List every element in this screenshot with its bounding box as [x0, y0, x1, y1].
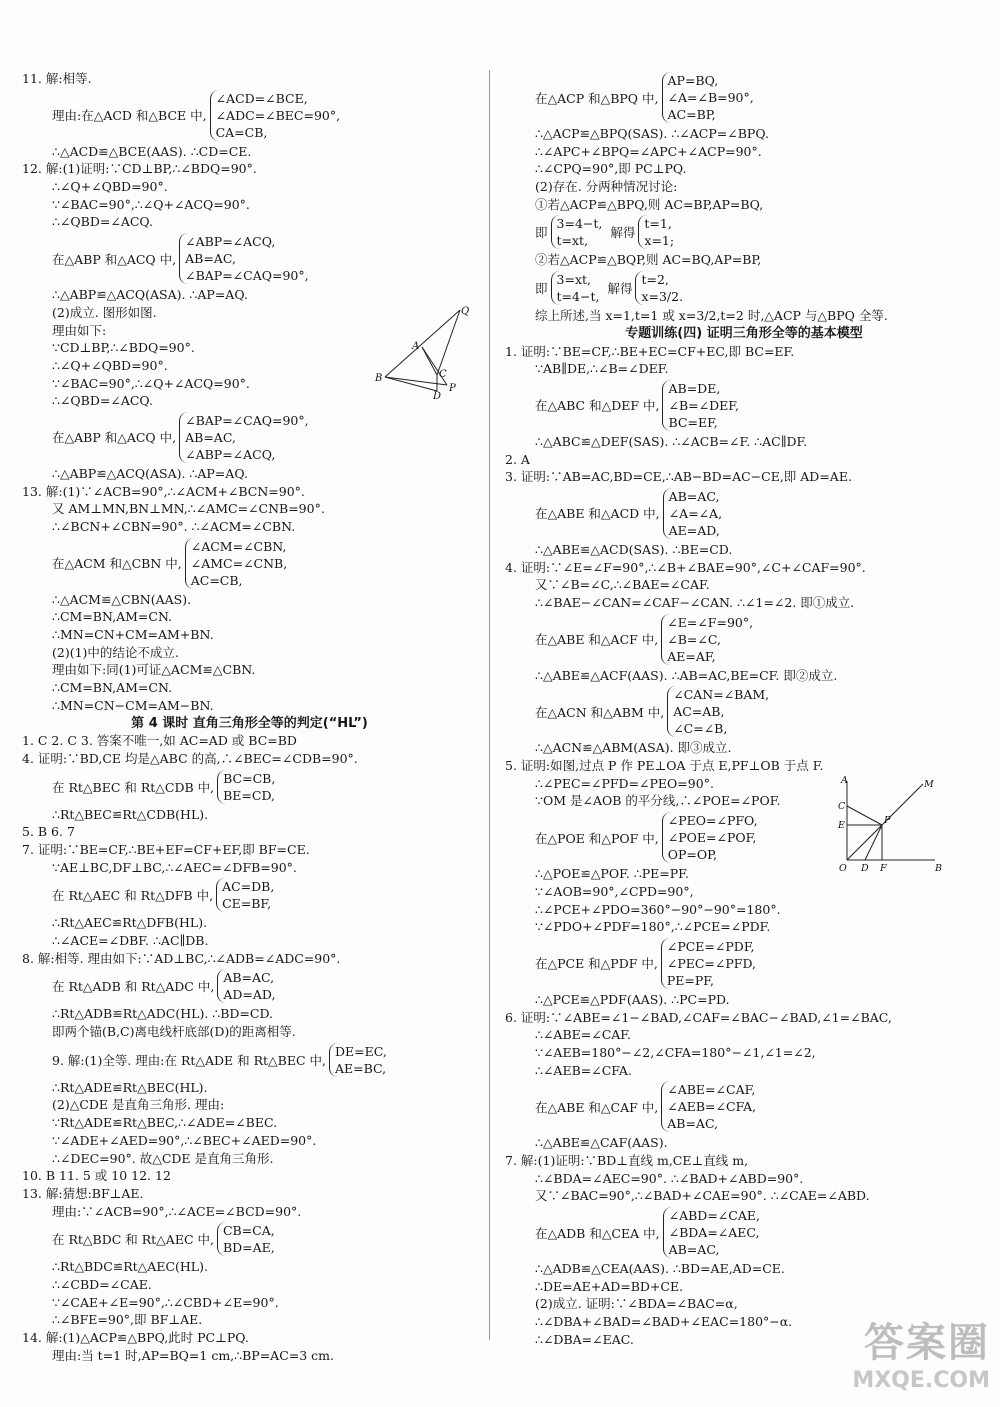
- equation-system: [22, 90, 477, 141]
- text-line: 综上所述,当 x=1,t=1 或 x=3/2,t=2 时,△ACP 与△BPQ 全等.: [535, 308, 888, 324]
- system-row: ∠PEC=∠PFD,: [666, 955, 757, 971]
- text-line: ∴∠AEB=∠CFA.: [535, 1062, 632, 1078]
- text-line: 理由:∵∠ACB=90°,∴∠ACE=∠BCD=90°.: [52, 1203, 302, 1219]
- brace-group: [217, 1222, 275, 1256]
- system-row: t=xt,: [556, 233, 589, 249]
- equation-system: [505, 72, 983, 123]
- text-line: ∴∠QBD=∠ACQ.: [52, 393, 154, 409]
- system-row: ∠B=∠C,: [667, 631, 721, 647]
- system-row: AC=CB,: [190, 572, 243, 588]
- text-line: 又∵∠BAC=90°,∴∠BAD+∠CAE=90°. ∴∠CAE=∠ABD.: [535, 1188, 870, 1204]
- system-row: ∠ABE=∠CAF,: [667, 1082, 756, 1098]
- system-row: 3=4−t,: [556, 216, 603, 232]
- system-row: ∠BAP=∠CAQ=90°,: [185, 268, 309, 284]
- section-heading: 第 4 课时 直角三角形全等的判定(“HL”): [131, 715, 368, 731]
- system-lead-text: 即: [535, 281, 548, 297]
- fig2-label: A: [841, 775, 848, 786]
- text-line: (2)存在. 分两种情况讨论:: [535, 179, 678, 195]
- text-line: ①若△ACP≌△BPQ,则 AC=BP,AP=BQ,: [535, 196, 764, 212]
- system-lead-text: 在 Rt△ADB 和 Rt△ADC 中,: [52, 979, 215, 995]
- text-line: 6. 证明:∵∠ABE=∠1−∠BAD,∠CAF=∠BAC−∠BAD,∠1=∠BAC,: [505, 1009, 892, 1025]
- system-row: 3=xt,: [556, 272, 591, 288]
- brace-group: [667, 686, 769, 737]
- brace-group: [662, 380, 738, 431]
- system-lead-text: 在△ABE 和△ACD 中,: [535, 506, 660, 522]
- watermark-text: 答案圈: [864, 1320, 990, 1366]
- text-line: ∴∠BAE−∠CAN=∠CAF−∠CAN. ∴∠1=∠2. 即①成立.: [535, 595, 855, 610]
- text-line: 13. 解:(1)∵∠ACB=90°,∴∠ACM+∠BCN=90°.: [22, 483, 305, 499]
- text-line: ∴Rt△ADE≌Rt△BEC(HL).: [52, 1079, 208, 1095]
- text-line: 7. 证明:∵BE=CF,∴BE+EF=CF+EF,即 BF=CE.: [22, 841, 310, 857]
- brace-group: [662, 812, 758, 863]
- equation-system: [22, 969, 477, 1003]
- text-line: ∵∠CAE+∠E=90°,∴∠CBD+∠E=90°.: [52, 1294, 279, 1310]
- system-row: ∠ABD=∠CAE,: [668, 1208, 760, 1224]
- text-line: ∵∠ADE+∠AED=90°,∴∠BEC+∠AED=90°.: [52, 1132, 317, 1148]
- text-line: ∴△ABP≌△ACQ(ASA). ∴AP=AQ.: [52, 287, 248, 303]
- equation-system: [505, 614, 983, 665]
- system-row: ∠C=∠B,: [673, 721, 728, 737]
- system-row: BC=CB,: [223, 770, 276, 786]
- text-line: ∴CM=BN,AM=CN.: [52, 680, 173, 696]
- text-line: ∴∠APC+∠BPQ=∠APC+∠ACP=90°.: [535, 143, 762, 159]
- system-lead-text: 在△ACP 和△BPQ 中,: [535, 90, 659, 106]
- text-line: ∴△ABE≌△ACF(AAS). ∴AB=AC,BE=CF. 即②成立.: [535, 667, 838, 683]
- system-row: ∠CAN=∠BAM,: [673, 687, 770, 703]
- system-row: ∠A=∠B=90°,: [667, 90, 754, 105]
- fig2-label: F: [880, 863, 887, 874]
- text-line: ∵OM 是∠AOB 的平分线,∴∠POE=∠POF.: [535, 793, 781, 809]
- system-row: AE=AD,: [668, 522, 720, 538]
- system-row: OP=OP,: [667, 847, 717, 863]
- system-row: AB=DE,: [668, 380, 721, 396]
- text-line: ∴∠BFE=90°,即 BF⊥AE.: [52, 1312, 203, 1328]
- text-line: ∴△ABC≌△DEF(SAS). ∴∠ACB=∠F. ∴AC∥DF.: [535, 433, 808, 449]
- text-line: ∴Rt△ADB≌Rt△ADC(HL). ∴BD=CD.: [52, 1006, 274, 1022]
- equation-system: [505, 271, 983, 305]
- system-row: ∠POE=∠POF,: [667, 830, 757, 846]
- text-line: ∴∠BCN+∠CBN=90°. ∴∠ACM=∠CBN.: [52, 519, 296, 534]
- text-line: ∵∠AOB=90°,∠CPD=90°,: [535, 883, 694, 899]
- text-line: 理由如下:: [52, 322, 107, 338]
- text-line: ∴∠ACE=∠DBF. ∴AC∥DB.: [52, 933, 209, 948]
- brace-group: [663, 488, 722, 539]
- text-line: 4. 证明:∵BD,CE 均是△ABC 的高,∴∠BEC=∠CDB=90°.: [22, 750, 358, 766]
- brace-group: [217, 969, 275, 1003]
- text-line: 1. C 2. C 3. 答案不唯一,如 AC=AD 或 BC=BD: [22, 733, 297, 749]
- text-line: ∵∠AEB=180°−∠2,∠CFA=180°−∠1,∠1=∠2,: [535, 1044, 816, 1060]
- brace-group: [551, 215, 603, 249]
- text-line: 又 AM⊥MN,BN⊥MN,∴∠AMC=∠CNB=90°.: [52, 501, 325, 517]
- brace-group: [661, 614, 753, 665]
- text-line: ∴Rt△BDC≌Rt△AEC(HL).: [52, 1259, 208, 1275]
- equation-system: [505, 1081, 983, 1132]
- brace-group: [216, 878, 274, 912]
- brace-group: [635, 271, 683, 305]
- text-line: ∴∠CBD=∠CAE.: [52, 1276, 152, 1292]
- system-lead-text: 9. 解:(1)全等. 理由:在 Rt△ADE 和 Rt△BEC 中,: [52, 1052, 326, 1068]
- text-line: ∵AE⊥BC,DF⊥BC,∴∠AEC=∠DFB=90°.: [52, 859, 297, 875]
- system-row: ∠ADC=∠BEC=90°,: [215, 107, 341, 123]
- text-line: 理由:当 t=1 时,AP=BQ=1 cm,∴BP=AC=3 cm.: [52, 1347, 334, 1363]
- text-line: ∴∠DBA=∠EAC.: [535, 1331, 634, 1347]
- text-line: ∴∠Q+∠QBD=90°.: [52, 357, 168, 373]
- system-row: ∠AEB=∠CFA,: [667, 1099, 757, 1115]
- brace-group: [551, 271, 600, 305]
- system-lead-text: 即: [535, 225, 548, 241]
- text-line: ∵AB∥DE,∴∠B=∠DEF.: [535, 361, 669, 377]
- text-line: ∴CM=BN,AM=CN.: [52, 609, 173, 625]
- system-row: CB=CA,: [222, 1223, 275, 1239]
- system-row: ∠BDA=∠AEC,: [668, 1225, 760, 1241]
- system-lead-text: 在 Rt△BEC 和 Rt△CDB 中,: [52, 779, 215, 795]
- system-lead-text: 在△ABC 和△DEF 中,: [535, 398, 660, 414]
- equation-system: [505, 215, 983, 249]
- equation-system: [22, 538, 477, 589]
- equation-system: [505, 488, 983, 539]
- equation-system: [22, 1222, 477, 1256]
- brace-group: [329, 1043, 387, 1077]
- system-row: ∠ACD=∠BCE,: [215, 90, 308, 106]
- system-row: AB=AC,: [668, 1242, 720, 1258]
- right-column: [505, 70, 983, 1349]
- text-line: ∴∠ABE=∠CAF.: [535, 1027, 632, 1043]
- text-line: 11. 解:相等.: [22, 71, 92, 86]
- text-line: ∴∠PCE+∠PDO=360°−90°−90°=180°.: [535, 901, 781, 917]
- system-row: ∠E=∠F=90°,: [667, 614, 754, 630]
- equation-system: [505, 938, 983, 989]
- system-row: BE=CD,: [223, 787, 276, 803]
- figure-angle-bisector: [835, 775, 945, 875]
- text-line: ∴DE=AE+AD=BD+CE.: [535, 1278, 684, 1294]
- system-lead-text: 在△ACN 和△ABM 中,: [535, 704, 665, 720]
- fig1-label: D: [433, 391, 442, 400]
- text-line: 14. 解:(1)△ACP≌△BPQ,此时 PC⊥PQ.: [22, 1330, 249, 1345]
- text-line: ∴∠DBA+∠BAD=∠BAD+∠EAC=180°−α.: [535, 1314, 793, 1330]
- text-line: 理由如下:同(1)可证△ACM≌△CBN.: [52, 662, 256, 678]
- text-line: ∴MN=CN+CM=AM+BN.: [52, 627, 214, 643]
- equation-system: [22, 878, 477, 912]
- fig1-label: P: [449, 383, 456, 394]
- brace-group: [661, 1081, 756, 1132]
- equation-system: [22, 233, 477, 284]
- system-row: CE=BF,: [222, 896, 272, 912]
- system-row: AB=AC,: [668, 488, 720, 504]
- text-line: (2)成立. 证明:∵∠BDA=∠BAC=α,: [535, 1296, 738, 1312]
- system-row: ∠BAP=∠CAQ=90°,: [185, 412, 309, 428]
- text-line: ∴Rt△BEC≌Rt△CDB(HL).: [52, 806, 209, 822]
- text-line: ∴△ADB≌△CEA(AAS). ∴BD=AE,AD=CE.: [535, 1261, 785, 1277]
- text-line: ∴∠CPQ=90°,即 PC⊥PQ.: [535, 161, 687, 177]
- system-row: t=4−t,: [556, 289, 600, 305]
- system-row: AP=BQ,: [667, 73, 719, 88]
- text-line: ②若△ACP≌△BQP,则 AC=BQ,AP=BP,: [535, 252, 762, 268]
- system-row: ∠AMC=∠CNB,: [190, 555, 288, 571]
- text-line: ∴Rt△AEC≌Rt△DFB(HL).: [52, 915, 208, 931]
- system-row: AD=AD,: [223, 987, 276, 1003]
- text-line: ∵∠BAC=90°,∴∠Q+∠ACQ=90°.: [52, 196, 250, 212]
- system-row: AE=BC,: [335, 1060, 387, 1076]
- system-row: x=1;: [644, 233, 675, 249]
- text-line: ∵CD⊥BP,∴∠BDQ=90°.: [52, 340, 195, 356]
- system-lead-text: 在△ABE 和△CAF 中,: [535, 1099, 659, 1115]
- text-line: ∵∠BAC=90°,∴∠Q+∠ACQ=90°.: [52, 375, 250, 391]
- brace-group: [661, 938, 756, 989]
- equation-system: [505, 686, 983, 737]
- text-line: ∴∠Q+∠QBD=90°.: [52, 179, 168, 195]
- system-row: ∠ACM=∠CBN,: [190, 538, 287, 554]
- text-line: 5. 证明:如图,过点 P 作 PE⊥OA 于点 E,PF⊥OB 于点 F.: [505, 758, 824, 774]
- system-mid-text: 解得: [610, 225, 636, 241]
- equation-system: [22, 412, 477, 463]
- system-row: BD=AE,: [222, 1240, 275, 1256]
- fig2-label: M: [924, 779, 934, 790]
- text-line: ∴△ABE≌△CAF(AAS).: [535, 1135, 668, 1151]
- text-line: 1. 证明:∵BE=CF,∴BE+EC=CF+EC,即 BC=EF.: [505, 343, 795, 359]
- system-row: AC=DB,: [222, 879, 275, 895]
- watermark-url: MXQE.COM: [852, 1368, 990, 1393]
- brace-group: [217, 770, 275, 804]
- left-column: [22, 70, 477, 1364]
- system-row: BC=EF,: [668, 414, 718, 430]
- text-line: 10. B 11. 5 或 10 12. 12: [22, 1168, 171, 1184]
- brace-group: [185, 538, 287, 589]
- text-line: ∴MN=CN−CM=AM−BN.: [52, 697, 214, 713]
- equation-system: [505, 1207, 983, 1258]
- text-line: 3. 证明:∵AB=AC,BD=CE,∴AB−BD=AC−CE,即 AD=AE.: [505, 469, 852, 485]
- brace-group: [663, 1207, 760, 1258]
- text-line: 13. 解:猜想:BF⊥AE.: [22, 1185, 144, 1201]
- system-row: AE=AF,: [667, 648, 716, 664]
- equation-system: [22, 1043, 477, 1077]
- equation-system: [22, 770, 477, 804]
- brace-group: [179, 233, 309, 284]
- text-line: 又∵∠B=∠C,∴∠BAE=∠CAF.: [535, 577, 710, 593]
- text-line: ∴△PCE≌△PDF(AAS). ∴PC=PD.: [535, 991, 730, 1007]
- system-row: t=2,: [641, 272, 669, 288]
- fig2-label: P: [884, 815, 891, 826]
- system-row: ∠ABP=∠ACQ,: [185, 446, 276, 462]
- watermark-logo: [852, 1311, 990, 1393]
- text-line: (2)成立. 图形如图.: [52, 304, 157, 320]
- fig1-label: A: [412, 341, 420, 352]
- fig2-label: B: [935, 863, 942, 874]
- fig2-label: E: [838, 820, 845, 831]
- fig2-label: O: [839, 863, 847, 874]
- brace-group: [179, 412, 309, 463]
- system-row: AC=AB,: [673, 704, 725, 720]
- text-line: ∴△ACP≌△BPQ(SAS). ∴∠ACP=∠BPQ.: [535, 126, 769, 141]
- system-row: ∠PEO=∠PFO,: [667, 813, 758, 829]
- text-line: ∴△ABE≌△ACD(SAS). ∴BE=CD.: [535, 541, 733, 557]
- text-line: ∵Rt△ADE≌Rt△BEC,∴∠ADE=∠BEC.: [52, 1115, 278, 1131]
- system-lead-text: 在 Rt△AEC 和 Rt△DFB 中,: [52, 888, 214, 904]
- system-lead-text: 在△ABE 和△ACF 中,: [535, 632, 659, 648]
- system-lead-text: 在△PCE 和△PDF 中,: [535, 956, 658, 972]
- fig1-label: B: [375, 373, 383, 384]
- system-row: AB=AC,: [223, 970, 275, 986]
- system-row: x=3/2.: [641, 289, 684, 305]
- system-row: AB=AC,: [185, 429, 236, 445]
- text-line: ∴△ABP≌△ACQ(ASA). ∴AP=AQ.: [52, 465, 248, 481]
- text-line: 7. 解:(1)证明:∵BD⊥直线 m,CE⊥直线 m,: [505, 1153, 749, 1168]
- text-line: ∵∠PDO+∠PDF=180°,∴∠PCE=∠PDF.: [535, 919, 771, 935]
- text-line: ∴△ACN≌△ABM(ASA). 即③成立.: [535, 740, 732, 756]
- text-line: ∴△ACD≌△BCE(AAS). ∴CD=CE.: [52, 143, 252, 159]
- text-line: ∴△ACM≌△CBN(AAS).: [52, 591, 192, 607]
- text-line: (2)△CDE 是直角三角形. 理由:: [52, 1097, 225, 1113]
- system-row: PE=PF,: [666, 972, 714, 988]
- text-line: ∴∠QBD=∠ACQ.: [52, 214, 154, 230]
- text-line: 8. 解:相等. 理由如下:∵AD⊥BC,∴∠ADB=∠ADC=90°.: [22, 950, 341, 966]
- text-line: 4. 证明:∵∠E=∠F=90°,∴∠B+∠BAE=90°,∠C+∠CAF=90°.: [505, 559, 866, 575]
- text-line: ∴∠DEC=90°. 故△CDE 是直角三角形.: [52, 1150, 274, 1166]
- fig2-label: C: [838, 801, 846, 812]
- text-line: (2)(1)中的结论不成立.: [52, 644, 179, 660]
- system-row: ∠B=∠DEF,: [668, 397, 739, 413]
- text-line: 12. 解:(1)证明:∵CD⊥BP,∴∠BDQ=90°.: [22, 161, 257, 177]
- brace-group: [638, 215, 674, 249]
- system-lead-text: 在△ABP 和△ACQ 中,: [52, 430, 177, 446]
- brace-group: [210, 90, 341, 141]
- equation-system: [505, 380, 983, 431]
- text-line: 即两个锚(B,C)离电线杆底部(D)的距离相等.: [52, 1024, 296, 1040]
- system-mid-text: 解得: [607, 281, 633, 297]
- system-lead-text: 在△ACM 和△CBN 中,: [52, 556, 182, 572]
- system-row: CA=CB,: [215, 124, 268, 140]
- section-heading: 专题训练(四) 证明三角形全等的基本模型: [625, 325, 863, 341]
- figure-triangle-abpq: [375, 305, 475, 400]
- system-row: DE=EC,: [335, 1043, 387, 1059]
- text-line: ∴∠BDA=∠AEC=90°. ∴∠BAD+∠ABD=90°.: [535, 1170, 804, 1186]
- system-row: AC=BP,: [667, 107, 716, 122]
- brace-group: [662, 72, 754, 123]
- column-divider: [489, 70, 490, 1340]
- system-lead-text: 理由:在△ACD 和△BCE 中,: [52, 108, 207, 124]
- system-row: AB=AC,: [667, 1116, 719, 1132]
- fig1-label: Q: [461, 306, 470, 317]
- system-lead-text: 在△POE 和△POF 中,: [535, 830, 659, 846]
- fig1-label: C: [439, 369, 447, 380]
- system-row: t=1,: [644, 216, 672, 232]
- system-lead-text: 在△ABP 和△ACQ 中,: [52, 251, 177, 267]
- system-row: ∠A=∠A,: [668, 505, 723, 521]
- system-row: ∠ABP=∠ACQ,: [185, 234, 276, 250]
- text-line: 2. A: [505, 451, 530, 467]
- system-lead-text: 在△ADB 和△CEA 中,: [535, 1225, 660, 1241]
- text-line: ∴∠PEC=∠PFD=∠PEO=90°.: [535, 775, 714, 791]
- system-lead-text: 在 Rt△BDC 和 Rt△AEC 中,: [52, 1232, 214, 1248]
- system-row: AB=AC,: [185, 251, 236, 267]
- fig2-label: D: [861, 863, 869, 874]
- system-row: ∠PCE=∠PDF,: [666, 938, 755, 954]
- text-line: ∴△POE≌△POF. ∴PE=PF.: [535, 866, 689, 882]
- text-line: 5. B 6. 7: [22, 824, 75, 840]
